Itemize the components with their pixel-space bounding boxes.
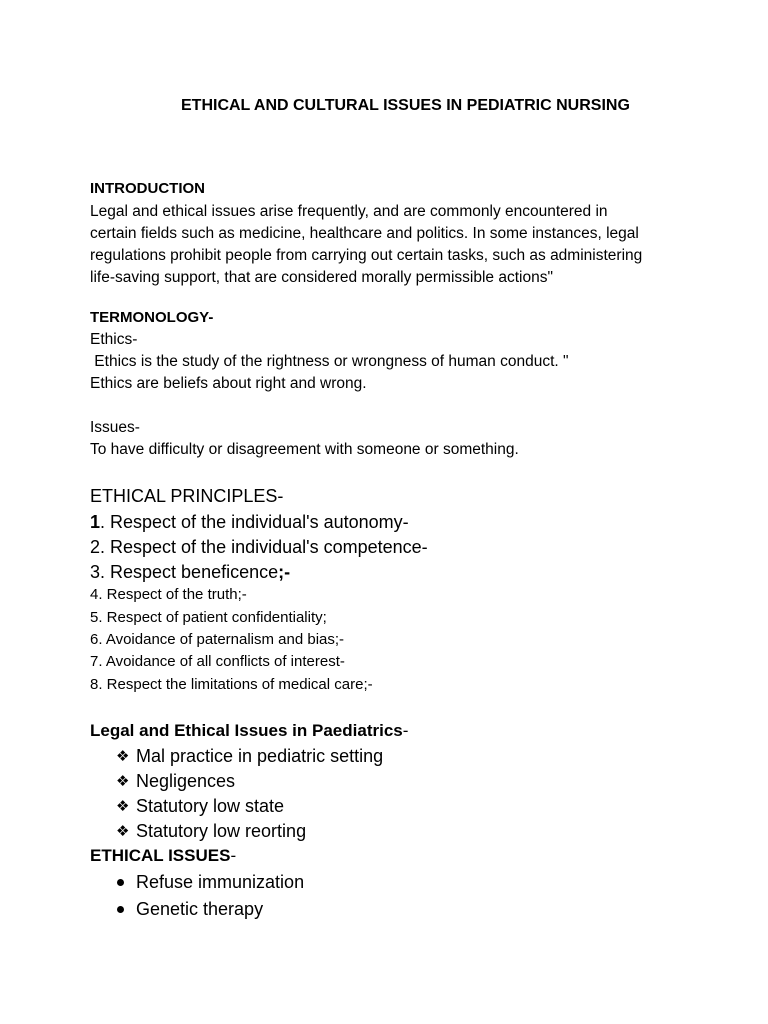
diamond-bullet-icon <box>116 793 136 819</box>
heading-dash: - <box>230 846 237 865</box>
legal-ethical-issues-heading <box>90 718 408 744</box>
diamond-bullet-icon <box>116 743 136 769</box>
ethical-principles-heading: ETHICAL PRINCIPLES- <box>90 486 284 506</box>
diamond-bullet-icon <box>116 818 136 844</box>
ethical-issue-item <box>116 869 304 895</box>
legal-issue-item <box>116 743 383 769</box>
ethical-issue-item <box>116 896 263 922</box>
diamond-bullet-icon <box>116 768 136 794</box>
ethics-definition: Ethics is the study of the rightness or wrongness of human conduct. " <box>90 353 569 370</box>
legal-issue-item <box>116 793 284 819</box>
principle-text: 3. Respect beneficence <box>90 562 279 582</box>
round-bullet-icon <box>116 869 136 895</box>
legal-ethical-issues-heading-text: Legal and Ethical Issues in Paediatrics <box>90 721 403 740</box>
issues-definition: To have difficulty or disagreement with someone or something. <box>90 441 519 458</box>
heading-dash: - <box>402 721 409 740</box>
legal-issue-text: Mal practice in pediatric setting <box>136 746 384 766</box>
ethical-issues-heading <box>90 843 236 869</box>
ethics-definition: Ethics are beliefs about right and wrong. <box>90 375 367 392</box>
principle-item <box>90 509 409 535</box>
principle-item: 6. Avoidance of paternalism and bias;- <box>90 631 345 648</box>
ethical-issue-text: Genetic therapy <box>136 899 264 919</box>
principle-item: 5. Respect of patient confidentiality; <box>90 609 327 626</box>
introduction-text-line: Legal and ethical issues arise frequently, and are commonly encountered in <box>90 203 608 220</box>
ethical-issue-text: Refuse immunization <box>136 872 305 892</box>
document-title: ETHICAL AND CULTURAL ISSUES IN PEDIATRIC NURSING <box>181 97 630 114</box>
legal-issue-text: Negligences <box>136 771 236 791</box>
legal-issue-text: Statutory low state <box>136 796 285 816</box>
legal-issue-item <box>116 768 235 794</box>
introduction-text-line: regulations prohibit people from carrying out certain tasks, such as administering <box>90 247 643 264</box>
principle-suffix: ;- <box>278 562 291 582</box>
principle-number: 1 <box>90 512 101 532</box>
ethical-issues-heading-text: ETHICAL ISSUES <box>90 846 231 865</box>
introduction-heading: INTRODUCTION <box>90 180 205 197</box>
principle-text: . Respect of the individual's autonomy- <box>100 512 409 532</box>
principle-item <box>90 559 290 585</box>
round-bullet-icon <box>116 896 136 922</box>
terminology-heading: TERMONOLOGY- <box>90 309 214 326</box>
principle-item: 7. Avoidance of all conflicts of interest- <box>90 653 345 670</box>
legal-issue-item <box>116 818 306 844</box>
ethics-term: Ethics- <box>90 331 138 348</box>
principle-item: 4. Respect of the truth;- <box>90 586 247 603</box>
issues-term: Issues- <box>90 419 140 436</box>
legal-issue-text: Statutory low reorting <box>136 821 307 841</box>
introduction-text-line: certain fields such as medicine, healthcare and politics. In some instances, legal <box>90 225 639 242</box>
principle-item: 8. Respect the limitations of medical care;- <box>90 676 373 693</box>
principle-item: 2. Respect of the individual's competence- <box>90 537 428 557</box>
introduction-text-line: life-saving support, that are considered morally permissible actions" <box>90 269 553 286</box>
